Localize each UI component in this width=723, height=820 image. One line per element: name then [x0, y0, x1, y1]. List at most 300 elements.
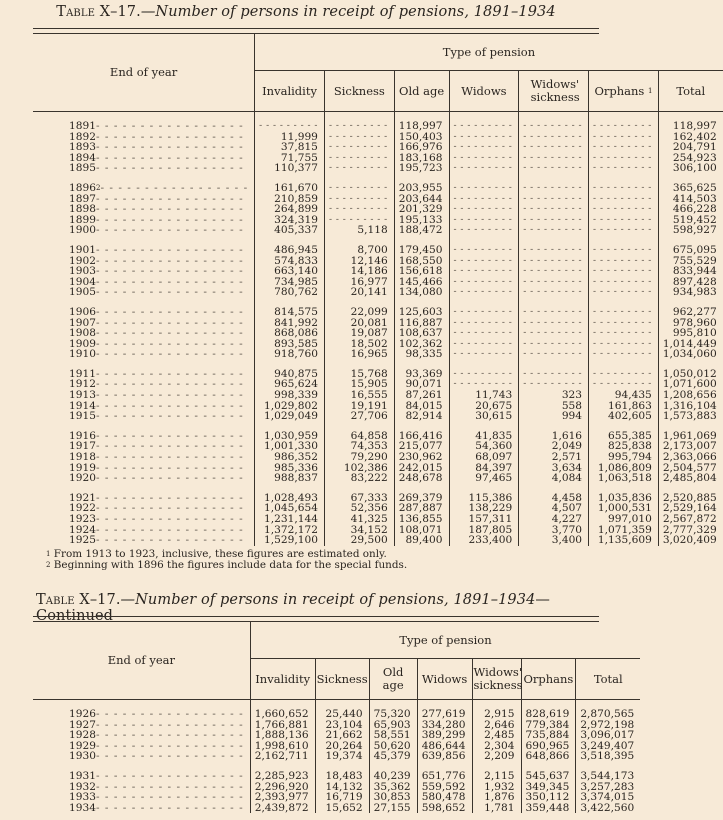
cell-widows: 138,229 — [449, 503, 519, 514]
year-cell — [33, 163, 255, 174]
cell-sickness: 14,132 — [315, 782, 369, 793]
year-label: 1895 — [69, 162, 96, 175]
cell-old-age: 203,955 — [394, 183, 449, 194]
empty-cell-orphans: - - - - - - - - - — [589, 349, 659, 360]
empty-cell-orphans: - - - - - - - - - — [589, 339, 659, 350]
cell-invalidity: 814,575 — [255, 307, 325, 318]
empty-cell-sickness: - - - - - - - - - — [324, 215, 394, 226]
empty-cell-widows-sickness: - - - - - - - - - — [519, 194, 589, 205]
cell-widows-sickness: 2,915 — [472, 700, 521, 720]
table-row — [33, 349, 723, 360]
year-label: 1891 — [69, 120, 96, 132]
cell-total: 978,960 — [658, 318, 722, 329]
cell-sickness: 15,768 — [324, 369, 394, 380]
empty-cell-widows: - - - - - - - - - — [449, 266, 519, 277]
cell-invalidity: 71,755 — [255, 153, 325, 164]
cell-total: 598,927 — [658, 225, 722, 236]
empty-cell-widows-sickness: - - - - - - - - - — [519, 277, 589, 288]
cell-sickness: 8,700 — [324, 245, 394, 256]
cell-widows-sickness: 1,876 — [472, 792, 521, 803]
cell-invalidity: 264,899 — [255, 204, 325, 215]
cell-invalidity: 1,028,493 — [255, 493, 325, 504]
empty-cell-orphans: - - - - - - - - - — [589, 245, 659, 256]
year-label: 1893 — [69, 141, 96, 154]
dot-leader: - - - - - - - - - - - - - - - - - — [95, 399, 244, 412]
column-header-widows-sickness — [472, 659, 521, 700]
empty-cell-orphans: - - - - - - - - - — [589, 163, 659, 174]
dot-leader: - - - - - - - - - - - - - - - - - — [95, 502, 244, 515]
table-row — [33, 163, 723, 174]
table-row — [33, 112, 723, 132]
cell-total: 897,428 — [658, 277, 722, 288]
empty-cell-widows-sickness: - - - - - - - - - — [519, 142, 589, 153]
cell-orphans: 735,884 — [521, 730, 576, 741]
cell-widows-sickness: 323 — [519, 390, 589, 401]
year-cell — [33, 535, 255, 546]
cell-invalidity: 663,140 — [255, 266, 325, 277]
cell-total: 414,503 — [658, 194, 722, 205]
empty-cell-orphans: - - - - - - - - - — [589, 256, 659, 267]
cell-invalidity: 2,439,872 — [250, 803, 315, 814]
cell-total: 755,529 — [658, 256, 722, 267]
cell-widows-sickness: 4,507 — [519, 503, 589, 514]
empty-cell-widows-sickness: - - - - - - - - - — [519, 287, 589, 298]
cell-total: 2,777,329 — [658, 525, 722, 536]
year-cell — [33, 803, 250, 814]
empty-cell-widows-sickness: - - - - - - - - - — [519, 349, 589, 360]
spacer-cell — [589, 360, 659, 369]
cell-orphans: 690,965 — [521, 741, 576, 752]
table-row — [33, 411, 723, 422]
empty-cell-widows: - - - - - - - - - — [449, 328, 519, 339]
cell-total: 365,625 — [658, 183, 722, 194]
column-header-old-age — [394, 71, 449, 112]
cell-sickness: 20,264 — [315, 741, 369, 752]
dot-leader: - - - - - - - - - - - - - - - - - — [95, 203, 244, 216]
cell-total: 2,485,804 — [658, 473, 722, 484]
header-type-of-pension: Type of pension — [255, 34, 723, 71]
cell-old-age: 195,723 — [394, 163, 449, 174]
cell-invalidity: 1,001,330 — [255, 441, 325, 452]
dot-leader: - - - - - - - - - - - - - - - - - — [95, 224, 244, 237]
cell-total: 1,961,069 — [658, 431, 722, 442]
cell-sickness: 16,965 — [324, 349, 394, 360]
empty-cell-orphans: - - - - - - - - - — [589, 225, 659, 236]
empty-cell-orphans: - - - - - - - - - — [589, 379, 659, 390]
cell-old-age: 87,261 — [394, 390, 449, 401]
dot-leader: - - - - - - - - - - - - - - - - - — [95, 378, 244, 391]
column-label: Invalidity — [255, 671, 311, 686]
cell-total: 833,944 — [658, 266, 722, 277]
empty-cell-widows-sickness: - - - - - - - - - — [519, 379, 589, 390]
cell-widows: 11,743 — [449, 390, 519, 401]
cell-widows: 389,299 — [417, 730, 472, 741]
empty-cell-widows: - - - - - - - - - — [449, 339, 519, 350]
cell-old-age: 201,329 — [394, 204, 449, 215]
cell-sickness: 34,152 — [324, 525, 394, 536]
cell-orphans: 402,605 — [589, 411, 659, 422]
empty-cell-widows-sickness: - - - - - - - - - — [519, 183, 589, 194]
cell-old-age: 125,603 — [394, 307, 449, 318]
column-label: Widows' sickness — [473, 665, 523, 692]
cell-total: 3,374,015 — [576, 792, 640, 803]
cell-widows: 54,360 — [449, 441, 519, 452]
empty-cell-widows-sickness: - - - - - - - - - — [519, 132, 589, 143]
column-header-orphans — [589, 71, 659, 112]
dot-leader: - - - - - - - - - - - - - - - - - — [95, 769, 244, 782]
cell-sickness: 83,222 — [324, 473, 394, 484]
spacer-cell — [519, 360, 589, 369]
empty-cell-widows: - - - - - - - - - — [449, 318, 519, 329]
cell-old-age: 45,379 — [369, 751, 417, 762]
cell-old-age: 248,678 — [394, 473, 449, 484]
year-label: 1925 — [69, 534, 96, 547]
column-header-widows-sickness — [519, 71, 589, 112]
cell-invalidity: 161,670 — [255, 183, 325, 194]
column-header-invalidity — [255, 71, 325, 112]
cell-sickness: 21,662 — [315, 730, 369, 741]
year-label: 1900 — [69, 224, 96, 237]
empty-cell-widows: - - - - - - - - - — [449, 225, 519, 236]
empty-cell-orphans: - - - - - - - - - — [589, 132, 659, 143]
empty-cell-widows: - - - - - - - - - — [449, 379, 519, 390]
year-label: 1921 — [69, 491, 96, 504]
cell-widows-sickness: 2,485 — [472, 730, 521, 741]
empty-cell-orphans: - - - - - - - - - — [589, 215, 659, 226]
cell-total: 3,249,407 — [576, 741, 640, 752]
cell-total: 2,870,565 — [576, 700, 640, 720]
empty-cell-orphans: - - - - - - - - - — [589, 194, 659, 205]
cell-invalidity: 734,985 — [255, 277, 325, 288]
dot-leader: - - - - - - - - - - - - - - - - - — [95, 275, 244, 288]
dot-leader: - - - - - - - - - - - - - - - - - — [95, 513, 244, 525]
cell-orphans: 828,619 — [521, 700, 576, 720]
cell-widows: 157,311 — [449, 514, 519, 525]
empty-cell-widows-sickness: - - - - - - - - - — [519, 256, 589, 267]
cell-old-age: 183,168 — [394, 153, 449, 164]
year-label: 1932 — [69, 780, 96, 793]
year-cell — [33, 411, 255, 422]
empty-cell-widows: - - - - - - - - - — [449, 307, 519, 318]
cell-sickness: 15,652 — [315, 803, 369, 814]
spacer-cell — [449, 360, 519, 369]
column-label: Widows — [421, 671, 468, 686]
year-label: 1906 — [69, 305, 96, 318]
cell-old-age: 156,618 — [394, 266, 449, 277]
empty-cell-orphans: - - - - - - - - - — [589, 287, 659, 298]
cell-old-age: 188,472 — [394, 225, 449, 236]
year-label: 1931 — [69, 769, 96, 782]
year-label: 1923 — [69, 513, 96, 525]
cell-sickness: 20,141 — [324, 287, 394, 298]
dot-leader: - - - - - - - - - - - - - - - - - — [95, 534, 244, 547]
column-label: Widows — [461, 83, 507, 98]
spacer-cell — [449, 236, 519, 245]
cell-sickness: 18,483 — [315, 771, 369, 782]
empty-cell-widows: - - - - - - - - - — [449, 153, 519, 164]
cell-invalidity: 1,529,100 — [255, 535, 325, 546]
year-label: 1918 — [69, 451, 96, 464]
table-row — [33, 535, 723, 546]
empty-cell-widows: - - - - - - - - - — [449, 287, 519, 298]
dot-leader: - - - - - - - - - - - - - - - - - — [95, 265, 244, 278]
spacer-cell — [324, 174, 394, 183]
cell-widows: 187,805 — [449, 525, 519, 536]
cell-old-age: 50,620 — [369, 741, 417, 752]
cell-widows: 598,652 — [417, 803, 472, 814]
cell-invalidity: 1,660,652 — [250, 700, 315, 720]
cell-invalidity: 1,766,881 — [250, 720, 315, 731]
cell-invalidity: 110,377 — [255, 163, 325, 174]
continued-label: —Continued — [36, 592, 551, 624]
empty-cell-orphans: - - - - - - - - - — [589, 277, 659, 288]
cell-total: 466,228 — [658, 204, 722, 215]
cell-sickness: 79,290 — [324, 452, 394, 463]
cell-old-age: 84,015 — [394, 401, 449, 412]
empty-cell-widows: - - - - - - - - - — [449, 142, 519, 153]
year-label: 1894 — [69, 151, 96, 164]
cell-sickness: 27,706 — [324, 411, 394, 422]
dot-leader: - - - - - - - - - - - - - - - - - — [95, 729, 244, 742]
cell-widows-sickness: 3,634 — [519, 463, 589, 474]
empty-cell-widows: - - - - - - - - - — [449, 277, 519, 288]
cell-sickness: 5,118 — [324, 225, 394, 236]
cell-total: 1,208,656 — [658, 390, 722, 401]
year-label: 1920 — [69, 472, 96, 485]
cell-widows-sickness: 3,400 — [519, 535, 589, 546]
cell-invalidity: 893,585 — [255, 339, 325, 350]
year-label: 1909 — [69, 337, 96, 350]
column-header-old-age — [369, 659, 417, 700]
cell-total: 2,504,577 — [658, 463, 722, 474]
cell-old-age: 134,080 — [394, 287, 449, 298]
table-number: Table X–17. — [56, 4, 141, 20]
dot-leader: - - - - - - - - - - - - - - - - - — [95, 440, 244, 453]
cell-total: 1,573,883 — [658, 411, 722, 422]
year-label: 1901 — [69, 243, 96, 256]
footnote-text: From 1913 to 1923, inclusive, these figures are estimated only. — [53, 548, 387, 560]
empty-cell-widows-sickness: - - - - - - - - - — [519, 307, 589, 318]
footnote-marker: 2 — [95, 183, 101, 192]
footnotes — [46, 549, 407, 571]
empty-cell-widows-sickness: - - - - - - - - - — [519, 112, 589, 132]
year-label: 1934 — [69, 801, 96, 814]
empty-cell-sickness: - - - - - - - - - — [324, 204, 394, 215]
empty-cell-widows-sickness: - - - - - - - - - — [519, 245, 589, 256]
cell-invalidity: 1,372,172 — [255, 525, 325, 536]
year-label: 1919 — [69, 461, 96, 474]
table-row — [33, 751, 640, 762]
table-row — [33, 225, 723, 236]
cell-invalidity: 2,162,711 — [250, 751, 315, 762]
year-label: 1927 — [69, 718, 96, 731]
cell-total: 3,257,283 — [576, 782, 640, 793]
cell-sickness: 52,356 — [324, 503, 394, 514]
column-label: Total — [676, 83, 706, 98]
empty-cell-widows: - - - - - - - - - — [449, 183, 519, 194]
year-cell — [33, 349, 255, 360]
cell-invalidity: 1,045,654 — [255, 503, 325, 514]
cell-sickness: 16,555 — [324, 390, 394, 401]
cell-sickness: 25,440 — [315, 700, 369, 720]
cell-total: 118,997 — [658, 112, 722, 132]
dot-leader: - - - - - - - - - - - - - - - - - — [95, 410, 244, 423]
cell-total: 1,014,449 — [658, 339, 722, 350]
cell-old-age: 179,450 — [394, 245, 449, 256]
cell-invalidity: 2,393,977 — [250, 792, 315, 803]
column-label: Old age — [382, 665, 404, 692]
table-title — [0, 4, 612, 20]
cell-old-age: 93,369 — [394, 369, 449, 380]
cell-widows: 486,644 — [417, 741, 472, 752]
cell-old-age: 203,644 — [394, 194, 449, 205]
footnote-mark: 1 — [46, 550, 51, 558]
table-row — [33, 287, 723, 298]
year-label: 1905 — [69, 286, 96, 299]
cell-total: 162,402 — [658, 132, 722, 143]
cell-old-age: 116,887 — [394, 318, 449, 329]
spacer-cell — [449, 174, 519, 183]
cell-widows-sickness: 3,770 — [519, 525, 589, 536]
cell-orphans: 995,794 — [589, 452, 659, 463]
dot-leader: - - - - - - - - - - - - - - - - - — [95, 213, 244, 226]
cell-invalidity: 1,888,136 — [250, 730, 315, 741]
cell-old-age: 215,077 — [394, 441, 449, 452]
cell-widows: 651,776 — [417, 771, 472, 782]
cell-total: 995,810 — [658, 328, 722, 339]
year-label: 1892 — [69, 130, 96, 143]
dot-leader: - - - - - - - - - - - - - - - - - — [95, 389, 244, 402]
spacer-cell — [519, 236, 589, 245]
cell-total: 3,020,409 — [658, 535, 722, 546]
empty-cell-sickness: - - - - - - - - - — [324, 142, 394, 153]
cell-orphans: 359,448 — [521, 803, 576, 814]
dot-leader: - - - - - - - - - - - - - - - - - — [100, 181, 249, 194]
cell-invalidity: 11,999 — [255, 132, 325, 143]
cell-old-age: 40,239 — [369, 771, 417, 782]
cell-old-age: 145,466 — [394, 277, 449, 288]
column-header-widows — [449, 71, 519, 112]
year-label: 1911 — [69, 367, 96, 380]
cell-sickness: 23,104 — [315, 720, 369, 731]
column-header-sickness — [324, 71, 394, 112]
cell-orphans: 1,063,518 — [589, 473, 659, 484]
cell-total: 1,050,012 — [658, 369, 722, 380]
year-cell — [33, 225, 255, 236]
cell-widows: 97,465 — [449, 473, 519, 484]
year-label: 1898 — [69, 203, 96, 216]
column-label: Orphans — [523, 671, 574, 686]
dot-leader: - - - - - - - - - - - - - - - - - — [95, 327, 244, 340]
cell-widows-sickness: 994 — [519, 411, 589, 422]
cell-widows-sickness: 2,571 — [519, 452, 589, 463]
year-label: 1916 — [69, 429, 96, 442]
empty-cell-widows-sickness: - - - - - - - - - — [519, 225, 589, 236]
empty-cell-widows: - - - - - - - - - — [449, 349, 519, 360]
cell-invalidity: 2,285,923 — [250, 771, 315, 782]
cell-old-age: 35,362 — [369, 782, 417, 793]
footnote-marker: 1 — [647, 86, 653, 95]
cell-orphans: 161,863 — [589, 401, 659, 412]
empty-cell-sickness: - - - - - - - - - — [324, 153, 394, 164]
cell-invalidity: 965,624 — [255, 379, 325, 390]
cell-invalidity: 574,833 — [255, 256, 325, 267]
cell-orphans: 648,866 — [521, 751, 576, 762]
cell-widows-sickness: 2,304 — [472, 741, 521, 752]
cell-sickness: 22,099 — [324, 307, 394, 318]
cell-sickness: 74,353 — [324, 441, 394, 452]
pensions-table-1891-1925 — [33, 34, 723, 546]
cell-orphans: 545,637 — [521, 771, 576, 782]
cell-orphans: 350,112 — [521, 792, 576, 803]
cell-old-age: 108,071 — [394, 525, 449, 536]
column-header-invalidity — [250, 659, 315, 700]
cell-sickness: 102,386 — [324, 463, 394, 474]
empty-cell-orphans: - - - - - - - - - — [589, 266, 659, 277]
cell-sickness: 15,905 — [324, 379, 394, 390]
column-label: Total — [593, 671, 623, 686]
cell-widows: 20,675 — [449, 401, 519, 412]
spacer-cell — [589, 298, 659, 307]
cell-widows-sickness: 2,049 — [519, 441, 589, 452]
year-label: 1896 — [69, 181, 96, 194]
dot-leader: - - - - - - - - - - - - - - - - - — [95, 162, 244, 175]
column-header-orphans — [521, 659, 576, 700]
year-cell — [33, 751, 250, 762]
year-label: 1912 — [69, 378, 96, 391]
cell-widows-sickness: 2,646 — [472, 720, 521, 731]
header-end-of-year: End of year — [33, 622, 250, 700]
dot-leader: - - - - - - - - - - - - - - - - - — [95, 120, 244, 132]
dot-leader: - - - - - - - - - - - - - - - - - — [95, 151, 244, 164]
cell-invalidity: 486,945 — [255, 245, 325, 256]
dot-leader: - - - - - - - - - - - - - - - - - — [95, 791, 244, 804]
dot-leader: - - - - - - - - - - - - - - - - - — [95, 718, 244, 731]
cell-widows-sickness: 1,616 — [519, 431, 589, 442]
header-type-of-pension: Type of pension — [250, 622, 640, 659]
cell-sickness: 16,719 — [315, 792, 369, 803]
column-header-sickness — [315, 659, 369, 700]
spacer-cell — [519, 298, 589, 307]
empty-cell-widows-sickness: - - - - - - - - - — [519, 163, 589, 174]
empty-cell-widows: - - - - - - - - - — [449, 112, 519, 132]
spacer-cell — [589, 174, 659, 183]
column-header-widows — [417, 659, 472, 700]
year-label: 1926 — [69, 708, 96, 720]
cell-sickness: 19,087 — [324, 328, 394, 339]
dot-leader: - - - - - - - - - - - - - - - - - — [95, 739, 244, 752]
cell-total: 204,791 — [658, 142, 722, 153]
empty-cell-orphans: - - - - - - - - - — [589, 153, 659, 164]
cell-invalidity: 985,336 — [255, 463, 325, 474]
empty-cell-sickness: - - - - - - - - - — [324, 183, 394, 194]
cell-total: 2,972,198 — [576, 720, 640, 731]
table-row — [33, 803, 640, 814]
cell-invalidity: 988,837 — [255, 473, 325, 484]
empty-cell-widows: - - - - - - - - - — [449, 194, 519, 205]
table-row — [33, 473, 723, 484]
empty-cell-orphans: - - - - - - - - - — [589, 112, 659, 132]
cell-widows: 41,835 — [449, 431, 519, 442]
cell-total: 934,983 — [658, 287, 722, 298]
year-label: 1922 — [69, 502, 96, 515]
cell-total: 2,173,007 — [658, 441, 722, 452]
empty-cell-sickness: - - - - - - - - - — [324, 163, 394, 174]
cell-total: 1,316,104 — [658, 401, 722, 412]
cell-total: 2,363,066 — [658, 452, 722, 463]
cell-total: 519,452 — [658, 215, 722, 226]
empty-cell-widows-sickness: - - - - - - - - - — [519, 369, 589, 380]
